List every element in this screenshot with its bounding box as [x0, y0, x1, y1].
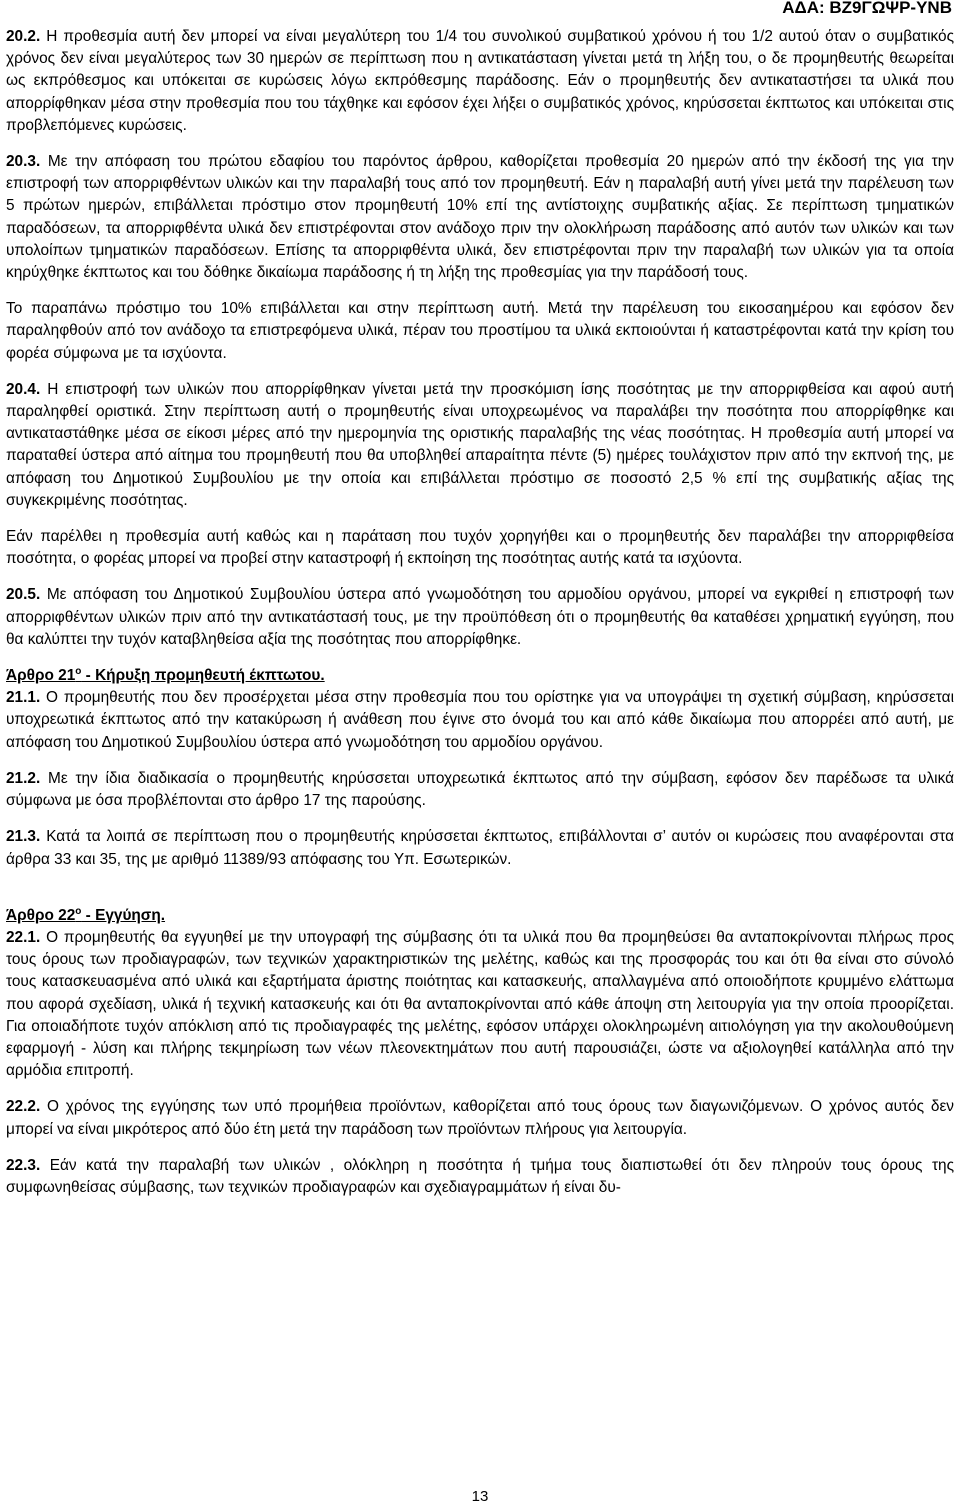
section-number: 21.3.	[6, 828, 41, 846]
paragraph-text: Εάν παρέλθει η προθεσμία αυτή καθώς και η παράταση που τυχόν χορηγήθει και ο προμηθευτής δεν παραλάβει την απορριφθείσα ποσότητα, ο φορέας μπορεί να προβεί στην καταστροφή ή εκποίηση της ποσότητας αυτής κατά τα ισχύοντα.	[6, 528, 954, 568]
ada-code: ΑΔΑ: ΒΖ9ΓΩΨΡ-ΥΝΒ	[782, 0, 952, 17]
article-21-title-sup: ο	[75, 665, 82, 677]
section-number: 20.2.	[6, 28, 41, 45]
section-number: 21.2.	[6, 769, 41, 787]
paragraph-expire	[6, 526, 954, 570]
paragraph-22-3	[6, 1155, 954, 1199]
paragraph-21-3	[6, 826, 954, 870]
section-number: 20.3.	[6, 153, 41, 171]
paragraph-text: Με την ίδια διαδικασία ο προμηθευτής κηρύσσεται υποχρεωτικά έκπτωτος από την σύμβαση, εφόσον δεν παρέδωσε τα υλικά σύμφωνα με όσα προβλέπονται στο άρθρο 17 της παρούσης.	[6, 769, 954, 810]
page-number: 13	[471, 1488, 489, 1505]
section-number: 20.4.	[6, 380, 41, 398]
paragraph-22-1	[6, 927, 954, 1082]
section-number: 22.3.	[6, 1156, 41, 1174]
paragraph-text: Το παραπάνω πρόστιμο του 10% επιβάλλεται και στην περίπτωση αυτή. Μετά την παρέλευση του εικοσαημέρου και εφόσον δεν παραληφθούν από τον ανάδοχο τα επιστρεφόμενα υλικά, πέραν του προστίμου τα υλικά εκποιούνται ή καταστρέφονται κατά την κρίση του φορέα σύμφωνα με τα ισχύοντα.	[6, 300, 954, 362]
paragraph-21-1	[6, 687, 954, 754]
article-21-title-pre: Άρθρο 21	[6, 667, 76, 685]
article-22-title-post: - Εγγύηση.	[81, 906, 166, 924]
section-number: 22.1.	[6, 928, 41, 946]
paragraph-22-2	[6, 1096, 954, 1140]
document-body	[6, 26, 954, 1199]
paragraph-text: Ο χρόνος της εγγύησης των υπό προμήθεια προϊόντων, καθορίζεται από τους όρους των διαγωνιζόμενων. Ο χρόνος αυτός δεν μπορεί να είναι μικρότερος από δύο έτη μετά την παράδοση των προϊόντων πλήρους για λειτουργία.	[6, 1098, 954, 1138]
paragraph-text: Ο προμηθευτής που δεν προσέρχεται μέσα στην προθεσμία που του ορίστηκε για να υπογράψει τη σχετική σύμβαση, κηρύσσεται υποχρεωτικά έκπτωτος από την κατακύρωση ή ανάθεση που έγινε στο όνομά του και από κάθε δικαίωμα που απορρέει από αυτή, με απόφαση του Δημοτικού Συμβουλίου ύστερα από γνωμοδότηση του αρμοδίου οργάνου.	[6, 689, 954, 751]
paragraph-20-2	[6, 26, 954, 137]
article-22-heading	[6, 905, 954, 927]
article-22-title-sup: ο	[75, 905, 82, 917]
paragraph-text: Κατά τα λοιπά σε περίπτωση που ο προμηθευτής κηρύσσεται έκπτωτος, επιβάλλονται σ’ αυτόν οι κυρώσεις που αναφέρονται στα άρθρα 33 και 35, της με αριθμό 11389/93 απόφασης του Υπ. Εσωτερικών.	[6, 828, 954, 868]
paragraph-21-2	[6, 768, 954, 812]
section-number: 20.5.	[6, 586, 41, 604]
paragraph-text: Με την απόφαση του πρώτου εδαφίου του παρόντος άρθρου, καθορίζεται προθεσμία 20 ημερών από την έκδοσή της για την επιστροφή των απορριφθέντων υλικών και την παραλαβή τους από τον προμηθευτή. Εάν η παραλαβή αυτή γίνει μετά την παρέλευση των 5 πρώτων ημερών, επιβάλλεται πρόστιμο στον προμηθευτή 10% επί της αντίστοιχης συμβατικής αξίας. Σε περίπτωση τμηματικών παραδόσεων, τα απορριφθέντα υλικά δεν επιστρέφονται στον ανάδοχο πριν την ολοκλήρωση παράδοσης από αυτόν των υλικών και των υπολοίπων τμηματικών παραδόσεων. Επίσης τα απορριφθέντα υλικά, δεν επιστρέφονται πριν την παραλαβή των υλικών για τα οποία κηρύχθηκε έκπτωτος και του δόθηκε δικαίωμα παράδοσης ή τη λήξη της προθεσμίας για την παράδοσή τους.	[6, 153, 954, 282]
paragraph-fine	[6, 298, 954, 365]
paragraph-20-5	[6, 584, 954, 651]
article-21-title-post: - Κήρυξη προμηθευτή έκπτωτου.	[81, 667, 325, 685]
article-21-heading	[6, 665, 954, 687]
paragraph-20-4	[6, 379, 954, 512]
paragraph-text: Εάν κατά την παραλαβή των υλικών , ολόκληρη η ποσότητα ή τμήμα τους διαπιστωθεί ότι δεν πληρούν τους όρους της συμφωνηθείσας σύμβασης, των τεχνικών προδιαγραφών και σχεδιαγραμμάτων ή είναι δυ-	[6, 1156, 954, 1196]
paragraph-text: Η προθεσμία αυτή δεν μπορεί να είναι μεγαλύτερη του 1/4 του συνολικού συμβατικού χρόνου ή του 1/2 αυτού όταν ο συμβατικός χρόνος δεν είναι μεγαλύτερος των 30 ημερών σε περίπτωση που η αντικατάσταση γίνεται μετά τη λήξη του, ο δε προμηθευτής θεωρείται ως εκπρόθεσμος και υπόκειται σε κυρώσεις λόγω εκπρόθεσμης παράδοσης. Εάν ο προμηθευτής δεν αντικαταστήσει τα υλικά που απορρίφθηκαν μέσα στην προθεσμία που του τάχθηκε και εφόσον έχει λήξει ο συμβατικός χρόνος, κηρύσσεται έκπτωτος και υπόκειται στις προβλεπόμενες κυρώσεις.	[6, 28, 954, 134]
section-number: 21.1.	[6, 689, 41, 707]
spacer	[6, 885, 954, 905]
paragraph-text: Με απόφαση του Δημοτικού Συμβουλίου ύστερα από γνωμοδότηση του αρμοδίου οργάνου, μπορεί να εγκριθεί η επιστροφή των απορριφθέντων υλικών πριν από την αντικατάστασή τους, με την προϋπόθεση ότι ο προμηθευτής θα καταθέσει χρηματική εγγύηση, που θα καλύπτει την τυχόν καταβληθείσα αξία της ποσότητας που απορρίφθηκε.	[6, 586, 955, 648]
section-number: 22.2.	[6, 1098, 41, 1116]
paragraph-text: Η επιστροφή των υλικών που απορρίφθηκαν γίνεται μετά την προσκόμιση ίσης ποσότητας με την απορριφθείσα και αφού αυτή παραληφθεί οριστικά. Στην περίπτωση αυτή ο προμηθευτής είναι υποχρεωμένος να παραλάβει την ποσότητα που απορρίφθηκε και αντικαταστάθηκε μέσα σε είκοσι μέρες από την ημερομηνία της οριστικής παραλαβής της νέας ποσότητας. Η προθεσμία αυτή μπορεί να παραταθεί ύστερα από αίτημα του προμηθευτή που θα υποβληθεί απαραίτητα πέντε (5) ημέρες τουλάχιστον πριν από την εκπνοή της, με απόφαση του Δημοτικού Συμβουλίου με την οποία και επιβάλλεται πρόστιμο σε ποσοστό 2,5 % επί της συμβατικής αξίας της συγκεκριμένης ποσότητας.	[6, 380, 954, 509]
paragraph-text: Ο προμηθευτής θα εγγυηθεί με την υπογραφή της σύμβασης ότι τα υλικά που θα προμηθεύσει θα ανταποκρίνονται πλήρως προς τους όρους των προδιαγραφών, των τεχνικών χαρακτηριστικών της μελέτης, καθώς και της προσφοράς του και ότι θα είναι στο σύνολό τους κατασκευασμένα από υλικά και εξαρτήματα άριστης ποιότητας και κατασκευής, απαλλαγμένα από οποιοδήποτε κρυμμένο ελάττωμα που αφορά σχεδίαση, υλικά ή τεχνική κατασκευής και ότι θα ανταποκρίνονται από κάθε άποψη στη λειτουργία για την οποία προορίζεται. Για οποιαδήποτε τυχόν απόκλιση από τις προδιαγραφές της μελέτης, εφόσον υπάρχει ολοκληρωμένη αιτιολόγηση για την ακολουθούμενη εφαρμογή - λύση και πλήρης τεκμηρίωση των νέων πλεονεκτημάτων που αυτή παρουσιάζει, ώστε να αξιολογηθεί κατάλληλα από την αρμόδια επιτροπή.	[6, 928, 955, 1080]
paragraph-20-3	[6, 151, 954, 284]
article-22-title-pre: Άρθρο 22	[6, 906, 76, 924]
